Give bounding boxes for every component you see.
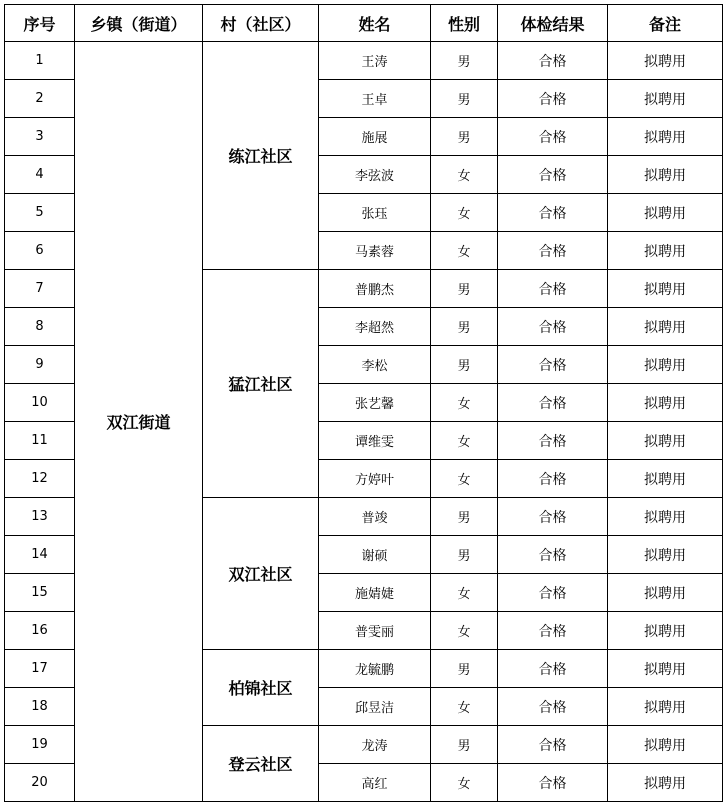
note-cell: 拟聘用 bbox=[608, 422, 723, 460]
row-number: 8 bbox=[5, 308, 75, 346]
header-row bbox=[5, 5, 723, 42]
gender-cell: 女 bbox=[431, 156, 498, 194]
gender-cell: 男 bbox=[431, 308, 498, 346]
village-cell: 柏锦社区 bbox=[203, 650, 319, 726]
gender-cell: 女 bbox=[431, 574, 498, 612]
row-number: 12 bbox=[5, 460, 75, 498]
gender-cell: 男 bbox=[431, 498, 498, 536]
note-cell: 拟聘用 bbox=[608, 460, 723, 498]
row-number: 15 bbox=[5, 574, 75, 612]
header-cell-gender: 性别 bbox=[431, 5, 498, 42]
result-cell: 合格 bbox=[498, 536, 608, 574]
person-name: 施婧婕 bbox=[319, 574, 431, 612]
person-name: 李松 bbox=[319, 346, 431, 384]
person-name: 普雯丽 bbox=[319, 612, 431, 650]
village-cell: 练江社区 bbox=[203, 42, 319, 270]
person-name: 张珏 bbox=[319, 194, 431, 232]
note-cell: 拟聘用 bbox=[608, 156, 723, 194]
person-name: 龙毓鹏 bbox=[319, 650, 431, 688]
note-cell: 拟聘用 bbox=[608, 764, 723, 802]
result-cell: 合格 bbox=[498, 346, 608, 384]
note-cell: 拟聘用 bbox=[608, 346, 723, 384]
result-cell: 合格 bbox=[498, 384, 608, 422]
result-cell: 合格 bbox=[498, 118, 608, 156]
gender-cell: 男 bbox=[431, 726, 498, 764]
result-cell: 合格 bbox=[498, 80, 608, 118]
row-number: 4 bbox=[5, 156, 75, 194]
row-number: 18 bbox=[5, 688, 75, 726]
result-cell: 合格 bbox=[498, 270, 608, 308]
results-table bbox=[4, 4, 723, 802]
person-name: 李弦波 bbox=[319, 156, 431, 194]
note-cell: 拟聘用 bbox=[608, 574, 723, 612]
result-cell: 合格 bbox=[498, 232, 608, 270]
gender-cell: 男 bbox=[431, 42, 498, 80]
result-cell: 合格 bbox=[498, 650, 608, 688]
gender-cell: 女 bbox=[431, 460, 498, 498]
row-number: 13 bbox=[5, 498, 75, 536]
person-name: 李超然 bbox=[319, 308, 431, 346]
header-cell-village: 村（社区） bbox=[203, 5, 319, 42]
person-name: 邱昱洁 bbox=[319, 688, 431, 726]
note-cell: 拟聘用 bbox=[608, 270, 723, 308]
note-cell: 拟聘用 bbox=[608, 194, 723, 232]
note-cell: 拟聘用 bbox=[608, 42, 723, 80]
row-number: 6 bbox=[5, 232, 75, 270]
header-cell-name: 姓名 bbox=[319, 5, 431, 42]
gender-cell: 男 bbox=[431, 346, 498, 384]
note-cell: 拟聘用 bbox=[608, 498, 723, 536]
gender-cell: 女 bbox=[431, 422, 498, 460]
row-number: 16 bbox=[5, 612, 75, 650]
note-cell: 拟聘用 bbox=[608, 688, 723, 726]
note-cell: 拟聘用 bbox=[608, 308, 723, 346]
person-name: 龙涛 bbox=[319, 726, 431, 764]
header-cell-town: 乡镇（街道） bbox=[75, 5, 203, 42]
result-cell: 合格 bbox=[498, 42, 608, 80]
result-cell: 合格 bbox=[498, 612, 608, 650]
row-number: 3 bbox=[5, 118, 75, 156]
table-row bbox=[5, 42, 723, 80]
gender-cell: 男 bbox=[431, 650, 498, 688]
note-cell: 拟聘用 bbox=[608, 612, 723, 650]
row-number: 20 bbox=[5, 764, 75, 802]
gender-cell: 女 bbox=[431, 384, 498, 422]
row-number: 7 bbox=[5, 270, 75, 308]
person-name: 马素蓉 bbox=[319, 232, 431, 270]
gender-cell: 男 bbox=[431, 118, 498, 156]
result-cell: 合格 bbox=[498, 308, 608, 346]
result-cell: 合格 bbox=[498, 156, 608, 194]
village-cell: 猛江社区 bbox=[203, 270, 319, 498]
note-cell: 拟聘用 bbox=[608, 232, 723, 270]
person-name: 高红 bbox=[319, 764, 431, 802]
note-cell: 拟聘用 bbox=[608, 384, 723, 422]
row-number: 5 bbox=[5, 194, 75, 232]
person-name: 谭维雯 bbox=[319, 422, 431, 460]
person-name: 施展 bbox=[319, 118, 431, 156]
town-cell: 双江街道 bbox=[75, 42, 203, 802]
row-number: 9 bbox=[5, 346, 75, 384]
result-cell: 合格 bbox=[498, 764, 608, 802]
gender-cell: 男 bbox=[431, 80, 498, 118]
person-name: 普鹏杰 bbox=[319, 270, 431, 308]
row-number: 14 bbox=[5, 536, 75, 574]
header-cell-note: 备注 bbox=[608, 5, 723, 42]
row-number: 2 bbox=[5, 80, 75, 118]
result-cell: 合格 bbox=[498, 498, 608, 536]
person-name: 普竣 bbox=[319, 498, 431, 536]
result-cell: 合格 bbox=[498, 194, 608, 232]
gender-cell: 女 bbox=[431, 232, 498, 270]
note-cell: 拟聘用 bbox=[608, 80, 723, 118]
gender-cell: 女 bbox=[431, 612, 498, 650]
person-name: 王涛 bbox=[319, 42, 431, 80]
row-number: 19 bbox=[5, 726, 75, 764]
result-cell: 合格 bbox=[498, 460, 608, 498]
note-cell: 拟聘用 bbox=[608, 536, 723, 574]
note-cell: 拟聘用 bbox=[608, 726, 723, 764]
village-cell: 登云社区 bbox=[203, 726, 319, 802]
person-name: 张艺馨 bbox=[319, 384, 431, 422]
result-cell: 合格 bbox=[498, 688, 608, 726]
header-cell-no: 序号 bbox=[5, 5, 75, 42]
person-name: 谢硕 bbox=[319, 536, 431, 574]
gender-cell: 男 bbox=[431, 536, 498, 574]
gender-cell: 女 bbox=[431, 194, 498, 232]
village-cell: 双江社区 bbox=[203, 498, 319, 650]
row-number: 10 bbox=[5, 384, 75, 422]
header-cell-result: 体检结果 bbox=[498, 5, 608, 42]
result-cell: 合格 bbox=[498, 726, 608, 764]
row-number: 1 bbox=[5, 42, 75, 80]
gender-cell: 女 bbox=[431, 764, 498, 802]
note-cell: 拟聘用 bbox=[608, 650, 723, 688]
gender-cell: 男 bbox=[431, 270, 498, 308]
gender-cell: 女 bbox=[431, 688, 498, 726]
row-number: 11 bbox=[5, 422, 75, 460]
note-cell: 拟聘用 bbox=[608, 118, 723, 156]
row-number: 17 bbox=[5, 650, 75, 688]
person-name: 方婷叶 bbox=[319, 460, 431, 498]
result-cell: 合格 bbox=[498, 422, 608, 460]
person-name: 王卓 bbox=[319, 80, 431, 118]
result-cell: 合格 bbox=[498, 574, 608, 612]
